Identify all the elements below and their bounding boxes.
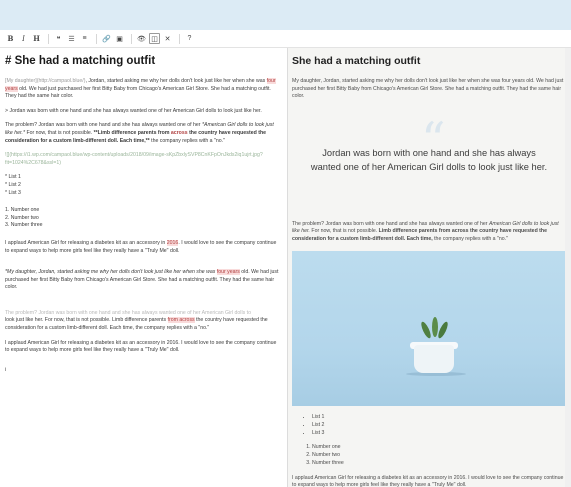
preview-paragraph <box>292 221 566 244</box>
preview-paragraph: I applaud American Girl for releasing a diabetes kit as an accessory in 2016. I would love to see the company continue to expand ways to help more girls feel like they really have a "Truly Me" doll. <box>292 474 564 487</box>
preview-list-item: 2. Number two <box>312 451 566 459</box>
heading-icon[interactable]: H <box>33 34 40 43</box>
preview-image <box>292 251 566 406</box>
toolbar-separator <box>96 34 97 44</box>
side-by-side-icon[interactable]: ◫ <box>149 33 160 44</box>
editor-image-markdown: ![](https://i1.wp.com/campaol.blue/wp-content/uploads/2018/09/image-sKpZbxlySVP8CnKFpOnJkds2iq1ujrt.jpg?fit=1024%2C678&ssl=1) <box>5 152 263 166</box>
editor-list-item: 2. Number two <box>5 214 39 221</box>
editor-text: I applaud American Girl for releasing a diabetes kit as an accessory in <box>5 239 167 246</box>
editor-paragraph: I applaud American Girl for releasing a diabetes kit as an accessory in 2016. I would love to see the company continue to expand ways to help more girls feel like they really have a "Truly Me" doll. <box>5 339 277 354</box>
editor-list-item: 1. Number one <box>5 207 40 214</box>
editor-highlight: across <box>170 129 188 136</box>
preview-blockquote <box>292 108 566 213</box>
editor-text: For now, that is not possible. <box>25 129 94 136</box>
editor-text: old. We had just purchased her first Bitty Baby from Chicago's American Girl Store. She had a matching outfit. They had the same hair color. <box>5 85 271 100</box>
preview-text: The problem? Jordan was born with one hand and she has always wanted one of her <box>292 220 489 227</box>
editor-cursor-line: i <box>5 366 7 373</box>
editor-unordered-list <box>5 174 279 197</box>
plant-pot <box>414 345 454 373</box>
editor-text: the company replies with a "no." <box>149 137 225 144</box>
quote-icon[interactable]: ❝ <box>56 35 61 43</box>
editor-text: the country have requested the consideration for a custom limb-different doll. Each time, the company replies with a "no." <box>5 317 268 332</box>
editor-text: , Jordan, started asking me why her dolls don't look just like her when she was <box>85 78 267 84</box>
editor-text: The problem? Jordan was born with one hand and she has always wanted one of her <box>5 122 202 129</box>
preview-scrollbar[interactable] <box>565 48 571 487</box>
preview-text: the company replies with a "no." <box>432 235 508 242</box>
editor-text-overlap: The problem? Jordan was born with one hand and she has always wanted one of her American Girl dolls to <box>5 309 251 316</box>
preview-text: For now, that is not possible. <box>309 228 379 235</box>
preview-ordered-list <box>312 443 566 467</box>
preview-bold: Limb difference parents from across the country have requested the consideration for a custom limb-different doll. Each time, <box>292 228 547 242</box>
editor-bold: **Limb difference parents from <box>93 129 171 136</box>
toolbar-separator <box>48 34 49 44</box>
editor-paragraph <box>5 78 279 101</box>
preview-unordered-list <box>312 413 566 437</box>
editor-blockquote: > Jordan was born with one hand and she has always wanted one of her American Girl dolls to look just like her. <box>5 107 262 114</box>
editor-highlight: four years <box>5 78 276 92</box>
editor-highlight: from across <box>167 317 195 324</box>
plant-leaf <box>419 320 432 339</box>
preview-icon[interactable]: 👁 <box>137 35 146 43</box>
editor-paragraph <box>5 122 279 145</box>
plant-leaf <box>436 320 449 339</box>
preview-italic: American Girl dolls to look just like her. <box>292 220 559 235</box>
editor-list-item: * List 2 <box>5 181 21 188</box>
editor-ordered-list <box>5 207 279 230</box>
editor-toolbar <box>0 30 571 48</box>
editor-paragraph <box>5 269 279 292</box>
editor-text: old. We had just purchased her first Bitty Baby from Chicago's American Girl Store. She had a matching outfit. They had the same hair color. <box>5 269 279 291</box>
italic-icon[interactable]: I <box>22 34 25 43</box>
editor-highlight: four years <box>216 269 240 276</box>
preview-list-item: • List 3 <box>312 429 566 437</box>
toolbar-separator <box>131 34 132 44</box>
preview-paragraph: My daughter, Jordan, started asking me why her dolls don't look just like her when she was four years old. We had just purchased her first Bitty Baby from Chicago's American Girl Store. She had a matching outfit. They had the same hair color. <box>292 78 564 100</box>
plant-leaf <box>432 317 438 337</box>
top-bar <box>0 0 571 30</box>
editor-list-item: 3. Number three <box>5 222 43 229</box>
editor-paragraph <box>5 310 279 333</box>
editor-list-item: * List 3 <box>5 189 21 196</box>
preview-list-item: 3. Number three <box>312 459 566 467</box>
editor-bold: the country have requested the consideration for a custom limb-different doll. Each time,** <box>5 129 267 144</box>
toolbar-separator <box>179 34 180 44</box>
unordered-list-icon[interactable]: ☰ <box>68 35 75 43</box>
preview-list-item: • List 1 <box>312 413 566 421</box>
editor-text: . I would love to see the company continue to expand ways to help more girls feel like they really have a "Truly Me" doll. <box>5 239 277 254</box>
preview-title: She had a matching outfit <box>292 55 421 67</box>
markdown-editor[interactable] <box>0 48 287 487</box>
editor-highlight: 2016 <box>166 239 179 246</box>
editor-paragraph <box>5 240 279 255</box>
editor-italic: *My daughter, Jordan, started asking me why her dolls don't look just like her when she was <box>5 269 217 276</box>
fullscreen-icon[interactable]: ✕ <box>164 35 171 43</box>
editor-text: look just like her. For now, that is not possible. Limb difference parents <box>5 317 168 324</box>
markdown-preview <box>288 48 571 487</box>
editor-italic: *American Girl dolls to look just like her.* <box>5 122 274 136</box>
link-icon[interactable]: 🔗 <box>102 35 111 43</box>
blockquote-text: Jordan was born with one hand and she has always wanted one of her American Girl dolls to look just like her. <box>310 147 548 173</box>
preview-list-item: 1. Number one <box>312 443 566 451</box>
bold-icon[interactable]: B <box>7 34 14 43</box>
image-icon[interactable]: ▣ <box>116 35 123 43</box>
editor-link-text: [My daughter](http://campaol.blue/) <box>5 78 86 84</box>
editor-list-item: * List 1 <box>5 174 21 181</box>
quote-icon: “ <box>421 111 446 168</box>
help-icon[interactable]: ? <box>187 35 192 42</box>
ordered-list-icon[interactable]: ≡ <box>82 35 87 42</box>
preview-list-item: • List 2 <box>312 421 566 429</box>
editor-heading: # She had a matching outfit <box>5 55 156 67</box>
